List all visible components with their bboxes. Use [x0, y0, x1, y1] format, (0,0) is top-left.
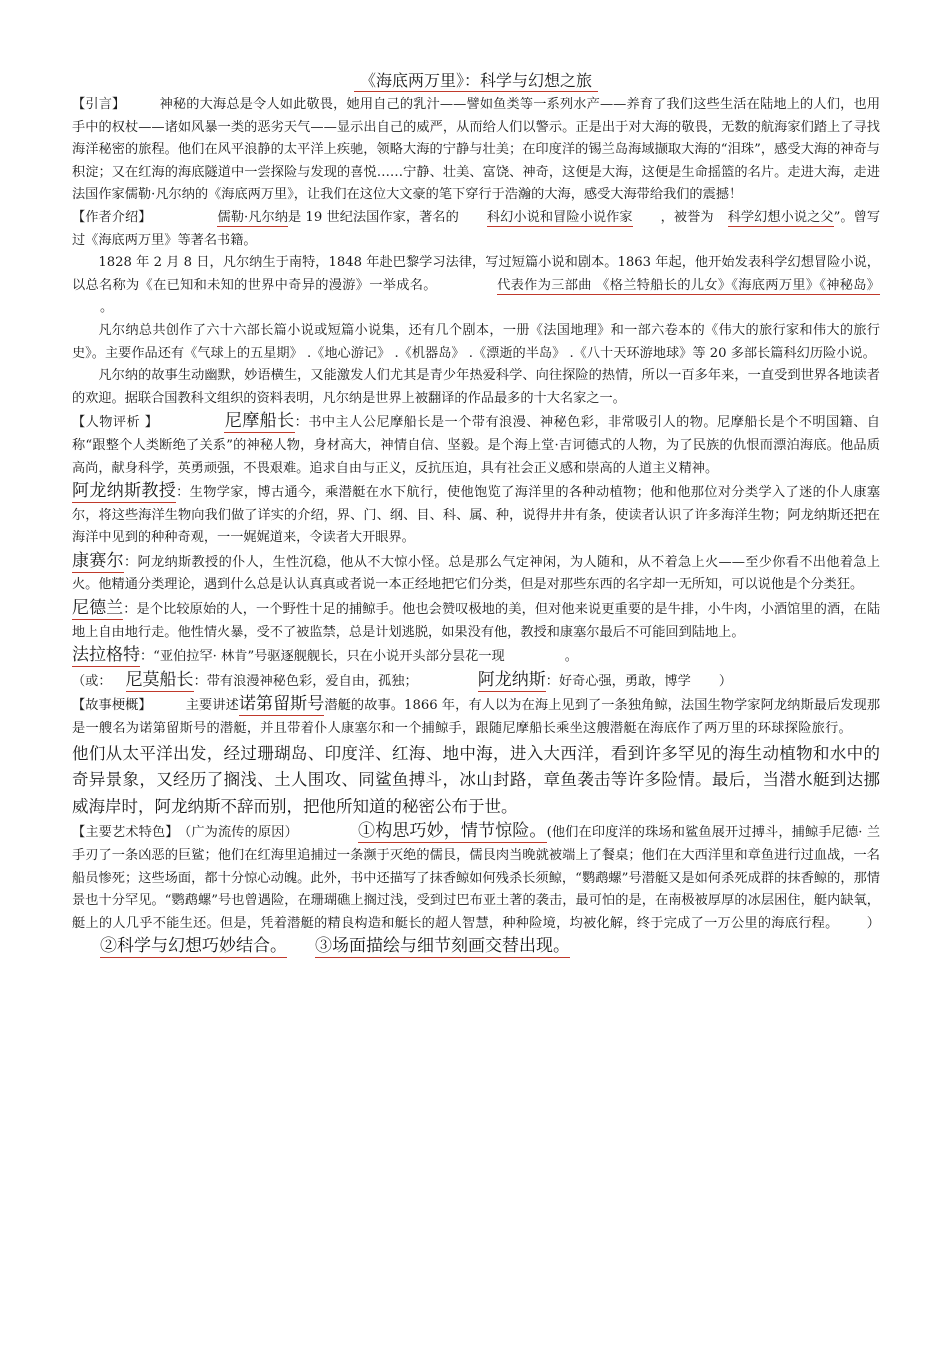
alt-aronnax-text: ：好奇心强，勇敢，博学	[545, 673, 691, 689]
author-genre: 科幻小说和冒险小说作家	[486, 209, 633, 225]
author-biography	[72, 252, 880, 320]
author-text-3: ”。曾写过《海底两万里》等著名书籍。	[72, 209, 881, 248]
intro-label: 【引言】	[72, 97, 126, 112]
reception-paragraph: 凡尔纳的故事生动幽默，妙语横生，又能激发人们尤其是青少年热爱科学、向往探险的热情，所以一百多年来，一直受到世界各地读者的欢迎。据联合国教科文组织的资料表明，凡尔纳是世界上被翻译的作品最多的十大名家之一。	[72, 368, 880, 406]
document-page	[72, 70, 880, 960]
character-aronnax	[72, 480, 880, 550]
alt-aronnax-name: 阿龙纳斯	[477, 669, 546, 690]
art-feature-1: ①构思巧妙，情节惊险。	[357, 821, 547, 842]
document-title: 《海底两万里》：科学与幻想之旅	[72, 70, 880, 92]
character-nemo	[72, 410, 880, 480]
author-name: 儒勒·凡尔纳	[217, 209, 288, 225]
nemo-name: 尼摩船长	[224, 411, 295, 432]
trilogy-end: 。	[100, 300, 114, 316]
works-paragraph: 凡尔纳总共创作了六十六部长篇小说或短篇小说集，还有几个剧本，一册《法国地理》和一部六卷本的《伟大的旅行家和伟大的旅行史》。主要作品还有《气球上的五星期》 .《地心游记》 .《机器岛》 .《漂逝的半岛》 .《八十天环游地球》等 20 多部长篇科幻历险小说。	[72, 322, 880, 361]
plot-label: 【故事梗概】	[72, 698, 152, 714]
character-conseil	[72, 550, 880, 597]
intro-text: 神秘的大海总是令人如此敬畏，她用自己的乳汁——譬如鱼类等一系列水产——养育了我们这些生活在陆地上的人们，也用手中的权杖——诸如风暴一类的恶劣天气——显示出自己的威严，从而给人们以警示。正是出于对大海的敬畏，无数的航海家们踏上了寻找海洋秘密的旅程。他们在风平浪静的太平洋上疾驰，领略大海的宁静与壮美；在印度洋的锡兰岛海域撷取大海的“泪珠”，感受大海的神奇与积淀；又在红海的海底隧道中一尝探险与发现的喜悦……宁静、壮美、富饶、神奇，这便是大海，这便是生命摇篮的名片。走进大海，走进法国作家儒勒·凡尔纳的《海底两万里》，让我们在这位大文豪的笔下穿行于浩瀚的大海，感受大海带给我们的震撼！	[72, 97, 880, 203]
art-feature-3: ③场面描绘与细节刻画交替出现。	[315, 936, 570, 957]
art-text-1: （广为流传的原因）	[184, 825, 298, 841]
farragut-text: ：“亚伯拉罕· 林肯”号驱逐舰舰长，只在小说开头部分昙花一现	[140, 649, 505, 665]
plot-text-1: 主要讲述	[185, 698, 239, 714]
plot-text-2: 潜艇的故事。1866 年，有人以为在海上见到了一条独角鲸，法国生物学家阿龙纳斯最后发现那是一艘名为诺第留斯号的潜艇，并且带着仆人康塞尔和一个捕鲸手，跟随尼摩船长乘坐这艘潜艇在海底作了两万里的环球探险旅行。	[72, 698, 881, 737]
alt-open: （或：	[72, 673, 112, 689]
characters-label: 【人物评析 】	[72, 415, 159, 431]
art-feature-2: ②科学与幻想巧妙结合。	[100, 936, 287, 957]
biography-text: 1828 年 2 月 8 日，凡尔纳生于南特，1848 年赴巴黎学习法律，写过短篇小说和剧本。1863 年起，他开始发表科学幻想冒险小说，以总名称为《在已知和未知的世界中奇异的漫游》一举成名。	[72, 255, 880, 293]
author-paragraph	[72, 207, 880, 252]
art-text-3: ）	[866, 915, 880, 931]
art-label: 【主要艺术特色】	[72, 825, 179, 841]
ned-name: 尼德兰	[72, 598, 124, 619]
farragut-end: 。	[564, 649, 578, 665]
ned-text: ：是个比较原始的人，一个野性十足的捕鲸手。他也会赞叹极地的美，但对他来说更重要的是牛排，小牛肉，小酒馆里的酒，在陆地上自由地行走。他性情火暴，受不了被监禁，总是计划逃脱，如果没有他，教授和康塞尔最后不可能回到陆地上。	[72, 602, 881, 640]
art-text-2: (他们在印度洋的珠场和鲨鱼展开过搏斗，捕鲸手尼德· 兰手刃了一条凶恶的巨鲨；他们在红海里追捕过一条濒于灭绝的儒艮，儒艮肉当晚就被端上了餐桌；他们在大西洋里和章鱼进行过血战，一名船员惨死；这些场面，都十分惊心动魄。此外，书中还描写了抹香鲸如何残杀长须鲸，“鹦鹉螺”号潜艇又是如何杀死成群的抹香鲸的，那情景也十分罕见。“鹦鹉螺”号也曾遇险，在珊瑚礁上搁过浅，受到过巴布亚土著的袭击，最可怕的是，在南极被厚厚的冰层困住，艇内缺氧，艇上的人几乎不能生还。但是，凭着潜艇的精良构造和艇长的超人智慧，种种险境，均被化解，终于完成了一万公里的海底行程。	[72, 825, 881, 931]
aronnax-text: ：生物学家，博古通今，乘潜艇在水下航行，使他饱览了海洋里的各种动植物；他和他那位对分类学入了迷的仆人康塞尔，将这些海洋生物向我们做了详实的介绍，界、门、纲、目、科、属、种，说得井井有条，使读者认识了许多海洋生物；阿龙纳斯还把在海洋中见到的种种奇观，一一娓娓道来，令读者大开眼界。	[72, 485, 881, 546]
farragut-name: 法拉格特	[72, 645, 140, 666]
alt-nemo-text: ：带有浪漫神秘色彩，爱自由，孤独；	[193, 673, 418, 689]
conseil-name: 康赛尔	[72, 550, 124, 571]
character-farragut	[72, 644, 880, 669]
author-honor: 科学幻想小说之父	[727, 209, 834, 225]
author-text-2: ，被誉为	[660, 209, 714, 225]
art-paragraph	[72, 820, 880, 960]
character-ned	[72, 597, 880, 644]
conseil-text: ：阿龙纳斯教授的仆人，生性沉稳，他从不大惊小怪。总是那么气定神闲，为人随和，从不着急上火——至少你看不出他着急上火。他精通分类理论，遇到什么总是认认真真或者说一本正经地把它们分类，但是对那些东西的名字却一无所知，可以说他是个分类狂。	[72, 554, 881, 593]
character-alternatives	[72, 669, 880, 694]
aronnax-name: 阿龙纳斯教授	[72, 481, 177, 502]
submarine-name: 诺第留斯号	[238, 694, 325, 715]
author-label: 【作者介绍】	[72, 209, 152, 225]
alt-nemo-name: 尼莫船长	[125, 669, 194, 690]
trilogy-highlight: 代表作为三部曲 《格兰特船长的儿女》《海底两万里》《神秘岛》	[496, 277, 880, 293]
author-text-1: 是 19 世纪法国作家，著名的	[287, 209, 459, 225]
nemo-text: ：书中主人公尼摩船长是一个带有浪漫、神秘色彩，非常吸引人的物。尼摩船长是个不明国籍、自称“跟整个人类断绝了关系”的神秘人物，身材高大，神情自信、坚毅。是个海上堂·吉诃德式的人物，为了民族的仇恨而漂泊海底。他品质高尚，献身科学，英勇顽强，不畏艰难。追求自由与正义，反抗压迫，具有社会正义感和崇高的人道主义精神。	[72, 415, 880, 476]
alt-close: ）	[718, 673, 732, 689]
plot-paragraph	[72, 693, 880, 820]
plot-text-3: 他们从太平洋出发，经过珊瑚岛、印度洋、红海、地中海，进入大西洋，看到许多罕见的海生动植物和水中的奇异景象，又经历了搁浅、土人围攻、同鲨鱼搏斗，冰山封路，章鱼袭击等许多险情。最后，当潜水艇到达挪威海岸时，阿龙纳斯不辞而别，把他所知道的秘密公布于世。	[72, 743, 880, 816]
intro-paragraph	[72, 94, 880, 207]
